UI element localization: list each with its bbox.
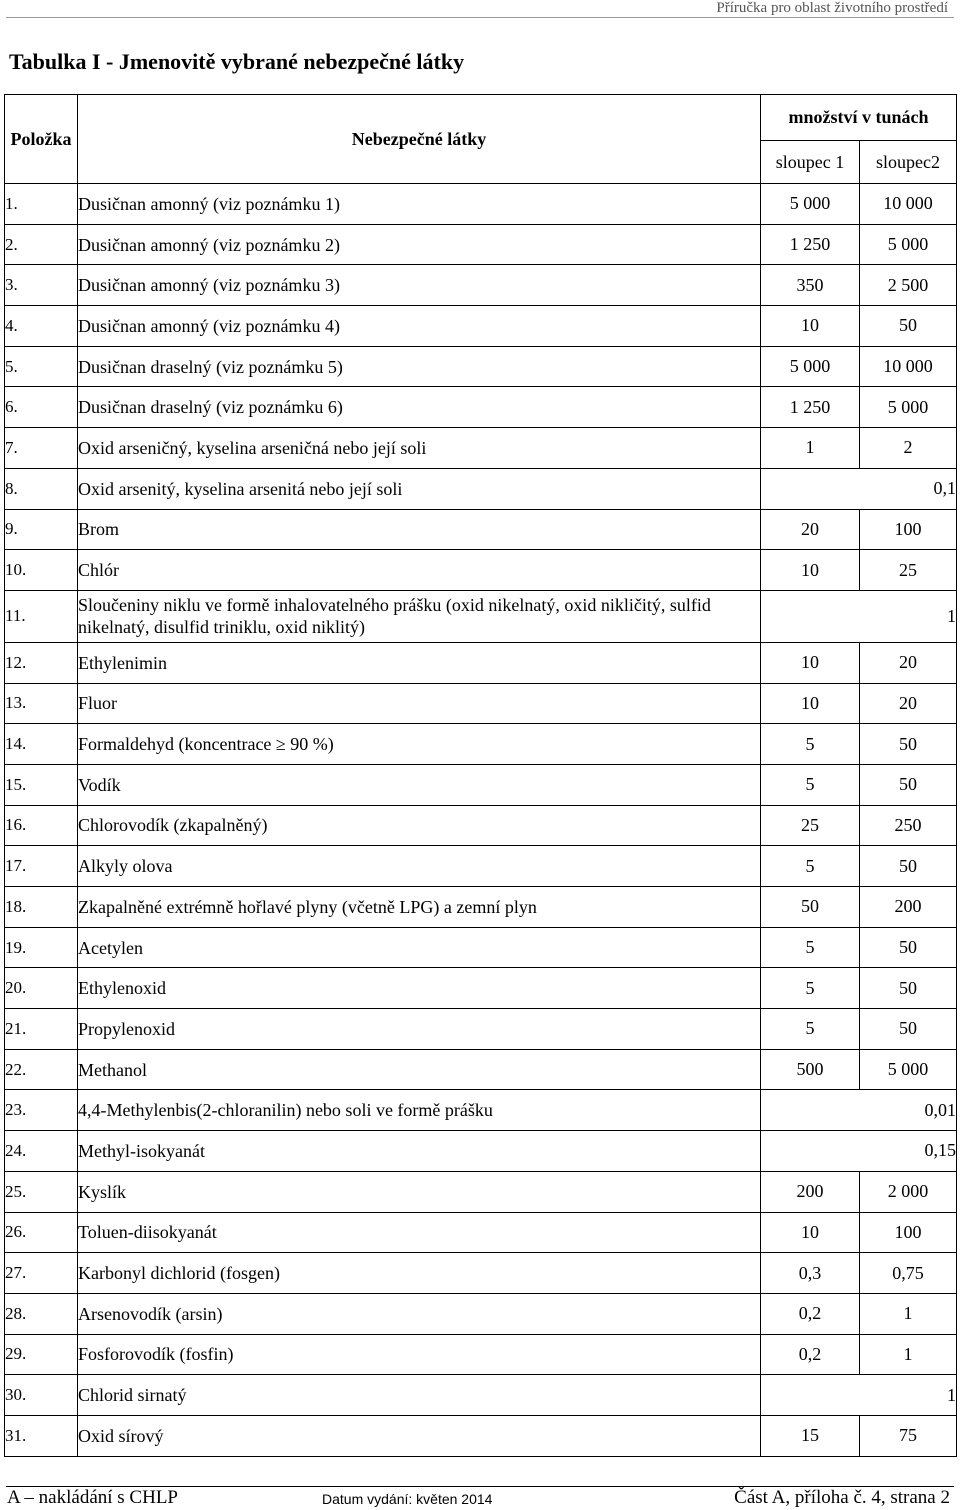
substance-name: Alkyly olova bbox=[78, 846, 761, 887]
table-row bbox=[5, 224, 957, 265]
substance-name: Methyl-isokyanát bbox=[78, 1131, 761, 1172]
quantity-column-2: 10 000 bbox=[860, 346, 957, 387]
row-number: 10. bbox=[5, 550, 78, 591]
substance-name: Propylenoxid bbox=[78, 1009, 761, 1050]
table-row bbox=[5, 1334, 957, 1375]
quantity-column-1: 50 bbox=[761, 887, 860, 928]
quantity-column-2: 50 bbox=[860, 306, 957, 347]
quantity-column-1: 350 bbox=[761, 265, 860, 306]
quantity-column-2: 250 bbox=[860, 805, 957, 846]
row-number: 27. bbox=[5, 1253, 78, 1294]
quantity-column-1: 5 bbox=[761, 1009, 860, 1050]
row-number: 28. bbox=[5, 1293, 78, 1334]
table-row bbox=[5, 306, 957, 347]
header-column-2: sloupec2 bbox=[860, 141, 957, 184]
table-row bbox=[5, 1415, 957, 1456]
row-number: 8. bbox=[5, 468, 78, 509]
table-row bbox=[5, 887, 957, 928]
substance-name: Oxid arseničný, kyselina arseničná nebo její soli bbox=[78, 428, 761, 469]
quantity-column-1: 5 bbox=[761, 846, 860, 887]
header-column-1: sloupec 1 bbox=[761, 141, 860, 184]
substance-name: Kyslík bbox=[78, 1171, 761, 1212]
row-number: 11. bbox=[5, 590, 78, 642]
table-row bbox=[5, 590, 957, 642]
quantity-column-2: 50 bbox=[860, 968, 957, 1009]
row-number: 1. bbox=[5, 184, 78, 225]
substances-table bbox=[4, 94, 957, 1457]
quantity-column-2: 20 bbox=[860, 683, 957, 724]
substance-name: Oxid sírový bbox=[78, 1415, 761, 1456]
table-row bbox=[5, 468, 957, 509]
quantity-column-1: 20 bbox=[761, 509, 860, 550]
header-divider bbox=[6, 17, 954, 18]
quantity-column-2: 50 bbox=[860, 927, 957, 968]
quantity-column-1: 5 000 bbox=[761, 346, 860, 387]
substance-name: Zkapalněné extrémně hořlavé plyny (včetně LPG) a zemní plyn bbox=[78, 887, 761, 928]
row-number: 26. bbox=[5, 1212, 78, 1253]
table-row bbox=[5, 1090, 957, 1131]
quantity-both-columns: 1 bbox=[761, 1375, 957, 1416]
quantity-column-2: 2 bbox=[860, 428, 957, 469]
substance-name: Dusičnan draselný (viz poznámku 5) bbox=[78, 346, 761, 387]
quantity-column-1: 500 bbox=[761, 1049, 860, 1090]
row-number: 24. bbox=[5, 1131, 78, 1172]
footer-date: Datum vydání: květen 2014 bbox=[322, 1491, 493, 1507]
table-row bbox=[5, 550, 957, 591]
quantity-column-1: 1 bbox=[761, 428, 860, 469]
quantity-column-2: 75 bbox=[860, 1415, 957, 1456]
quantity-column-2: 2 500 bbox=[860, 265, 957, 306]
quantity-column-1: 0,2 bbox=[761, 1334, 860, 1375]
row-number: 25. bbox=[5, 1171, 78, 1212]
row-number: 22. bbox=[5, 1049, 78, 1090]
quantity-column-2: 1 bbox=[860, 1334, 957, 1375]
quantity-column-2: 25 bbox=[860, 550, 957, 591]
substance-name: Fosforovodík (fosfin) bbox=[78, 1334, 761, 1375]
quantity-both-columns: 0,01 bbox=[761, 1090, 957, 1131]
table-title: Tabulka I - Jmenovitě vybrané nebezpečné látky bbox=[9, 49, 465, 74]
table-row bbox=[5, 184, 957, 225]
row-number: 5. bbox=[5, 346, 78, 387]
quantity-column-1: 10 bbox=[761, 1212, 860, 1253]
quantity-column-2: 50 bbox=[860, 1009, 957, 1050]
quantity-column-1: 5 bbox=[761, 927, 860, 968]
quantity-column-1: 5 000 bbox=[761, 184, 860, 225]
substance-name: Dusičnan amonný (viz poznámku 2) bbox=[78, 224, 761, 265]
quantity-column-2: 1 bbox=[860, 1293, 957, 1334]
table-row bbox=[5, 265, 957, 306]
table-row bbox=[5, 1049, 957, 1090]
quantity-column-1: 10 bbox=[761, 550, 860, 591]
substance-name: Formaldehyd (koncentrace ≥ 90 %) bbox=[78, 724, 761, 765]
quantity-column-1: 5 bbox=[761, 764, 860, 805]
quantity-column-2: 2 000 bbox=[860, 1171, 957, 1212]
row-number: 30. bbox=[5, 1375, 78, 1416]
row-number: 13. bbox=[5, 683, 78, 724]
table-row bbox=[5, 1253, 957, 1294]
quantity-column-1: 25 bbox=[761, 805, 860, 846]
quantity-column-1: 5 bbox=[761, 968, 860, 1009]
substance-name: Chlorid sirnatý bbox=[78, 1375, 761, 1416]
row-number: 3. bbox=[5, 265, 78, 306]
substance-name: Chlorovodík (zkapalněný) bbox=[78, 805, 761, 846]
table-row bbox=[5, 724, 957, 765]
quantity-both-columns: 0,1 bbox=[761, 468, 957, 509]
quantity-column-1: 1 250 bbox=[761, 387, 860, 428]
running-header: Příručka pro oblast životního prostředí bbox=[716, 0, 948, 16]
quantity-column-1: 5 bbox=[761, 724, 860, 765]
row-number: 14. bbox=[5, 724, 78, 765]
table-row bbox=[5, 346, 957, 387]
row-number: 31. bbox=[5, 1415, 78, 1456]
substance-name: Methanol bbox=[78, 1049, 761, 1090]
row-number: 6. bbox=[5, 387, 78, 428]
quantity-column-1: 1 250 bbox=[761, 224, 860, 265]
footer-page: Část A, příloha č. 4, strana 2 bbox=[734, 1487, 950, 1508]
table-row bbox=[5, 968, 957, 1009]
quantity-column-2: 50 bbox=[860, 724, 957, 765]
row-number: 2. bbox=[5, 224, 78, 265]
substance-name: Chlór bbox=[78, 550, 761, 591]
quantity-column-2: 0,75 bbox=[860, 1253, 957, 1294]
substance-name: Vodík bbox=[78, 764, 761, 805]
quantity-column-2: 50 bbox=[860, 764, 957, 805]
row-number: 16. bbox=[5, 805, 78, 846]
row-number: 12. bbox=[5, 642, 78, 683]
table-row bbox=[5, 428, 957, 469]
quantity-column-2: 100 bbox=[860, 1212, 957, 1253]
table-row bbox=[5, 1212, 957, 1253]
substance-name: Dusičnan draselný (viz poznámku 6) bbox=[78, 387, 761, 428]
quantity-both-columns: 1 bbox=[761, 590, 957, 642]
table-row bbox=[5, 846, 957, 887]
header-quantity: množství v tunách bbox=[761, 95, 957, 141]
quantity-column-1: 0,3 bbox=[761, 1253, 860, 1294]
row-number: 15. bbox=[5, 764, 78, 805]
quantity-column-1: 10 bbox=[761, 683, 860, 724]
table-row bbox=[5, 1009, 957, 1050]
substance-name: Dusičnan amonný (viz poznámku 4) bbox=[78, 306, 761, 347]
substance-name: 4,4-Methylenbis(2-chloranilin) nebo soli ve formě prášku bbox=[78, 1090, 761, 1131]
substance-name: Ethylenimin bbox=[78, 642, 761, 683]
quantity-column-1: 15 bbox=[761, 1415, 860, 1456]
row-number: 23. bbox=[5, 1090, 78, 1131]
substance-name: Sloučeniny niklu ve formě inhalovatelného prášku (oxid nikelnatý, oxid nikličitý, sulfid nikelnatý, disulfid triniklu, oxid niklitý) bbox=[78, 590, 761, 642]
row-number: 21. bbox=[5, 1009, 78, 1050]
quantity-column-2: 5 000 bbox=[860, 1049, 957, 1090]
quantity-column-1: 200 bbox=[761, 1171, 860, 1212]
row-number: 9. bbox=[5, 509, 78, 550]
substance-name: Arsenovodík (arsin) bbox=[78, 1293, 761, 1334]
row-number: 4. bbox=[5, 306, 78, 347]
table-row bbox=[5, 642, 957, 683]
substance-name: Fluor bbox=[78, 683, 761, 724]
quantity-column-2: 200 bbox=[860, 887, 957, 928]
table-row bbox=[5, 509, 957, 550]
substance-name: Brom bbox=[78, 509, 761, 550]
quantity-column-2: 5 000 bbox=[860, 387, 957, 428]
quantity-column-2: 20 bbox=[860, 642, 957, 683]
substance-name: Ethylenoxid bbox=[78, 968, 761, 1009]
table-row bbox=[5, 1293, 957, 1334]
row-number: 18. bbox=[5, 887, 78, 928]
row-number: 7. bbox=[5, 428, 78, 469]
quantity-column-1: 10 bbox=[761, 642, 860, 683]
substance-name: Dusičnan amonný (viz poznámku 3) bbox=[78, 265, 761, 306]
row-number: 19. bbox=[5, 927, 78, 968]
table-row bbox=[5, 1171, 957, 1212]
table-row bbox=[5, 683, 957, 724]
substance-name: Karbonyl dichlorid (fosgen) bbox=[78, 1253, 761, 1294]
table-row bbox=[5, 805, 957, 846]
quantity-column-2: 5 000 bbox=[860, 224, 957, 265]
table-row bbox=[5, 764, 957, 805]
row-number: 20. bbox=[5, 968, 78, 1009]
table-body bbox=[5, 184, 957, 1457]
substance-name: Oxid arsenitý, kyselina arsenitá nebo její soli bbox=[78, 468, 761, 509]
table-row bbox=[5, 387, 957, 428]
table-row bbox=[5, 1131, 957, 1172]
substance-name: Acetylen bbox=[78, 927, 761, 968]
quantity-column-2: 10 000 bbox=[860, 184, 957, 225]
table-row bbox=[5, 1375, 957, 1416]
header-item: Položka bbox=[5, 95, 78, 184]
table-row bbox=[5, 927, 957, 968]
quantity-both-columns: 0,15 bbox=[761, 1131, 957, 1172]
quantity-column-1: 10 bbox=[761, 306, 860, 347]
header-substance: Nebezpečné látky bbox=[78, 95, 761, 184]
quantity-column-2: 50 bbox=[860, 846, 957, 887]
quantity-column-1: 0,2 bbox=[761, 1293, 860, 1334]
substance-name: Dusičnan amonný (viz poznámku 1) bbox=[78, 184, 761, 225]
footer-section: A – nakládání s CHLP bbox=[7, 1487, 178, 1508]
row-number: 29. bbox=[5, 1334, 78, 1375]
row-number: 17. bbox=[5, 846, 78, 887]
quantity-column-2: 100 bbox=[860, 509, 957, 550]
substance-name: Toluen-diisokyanát bbox=[78, 1212, 761, 1253]
